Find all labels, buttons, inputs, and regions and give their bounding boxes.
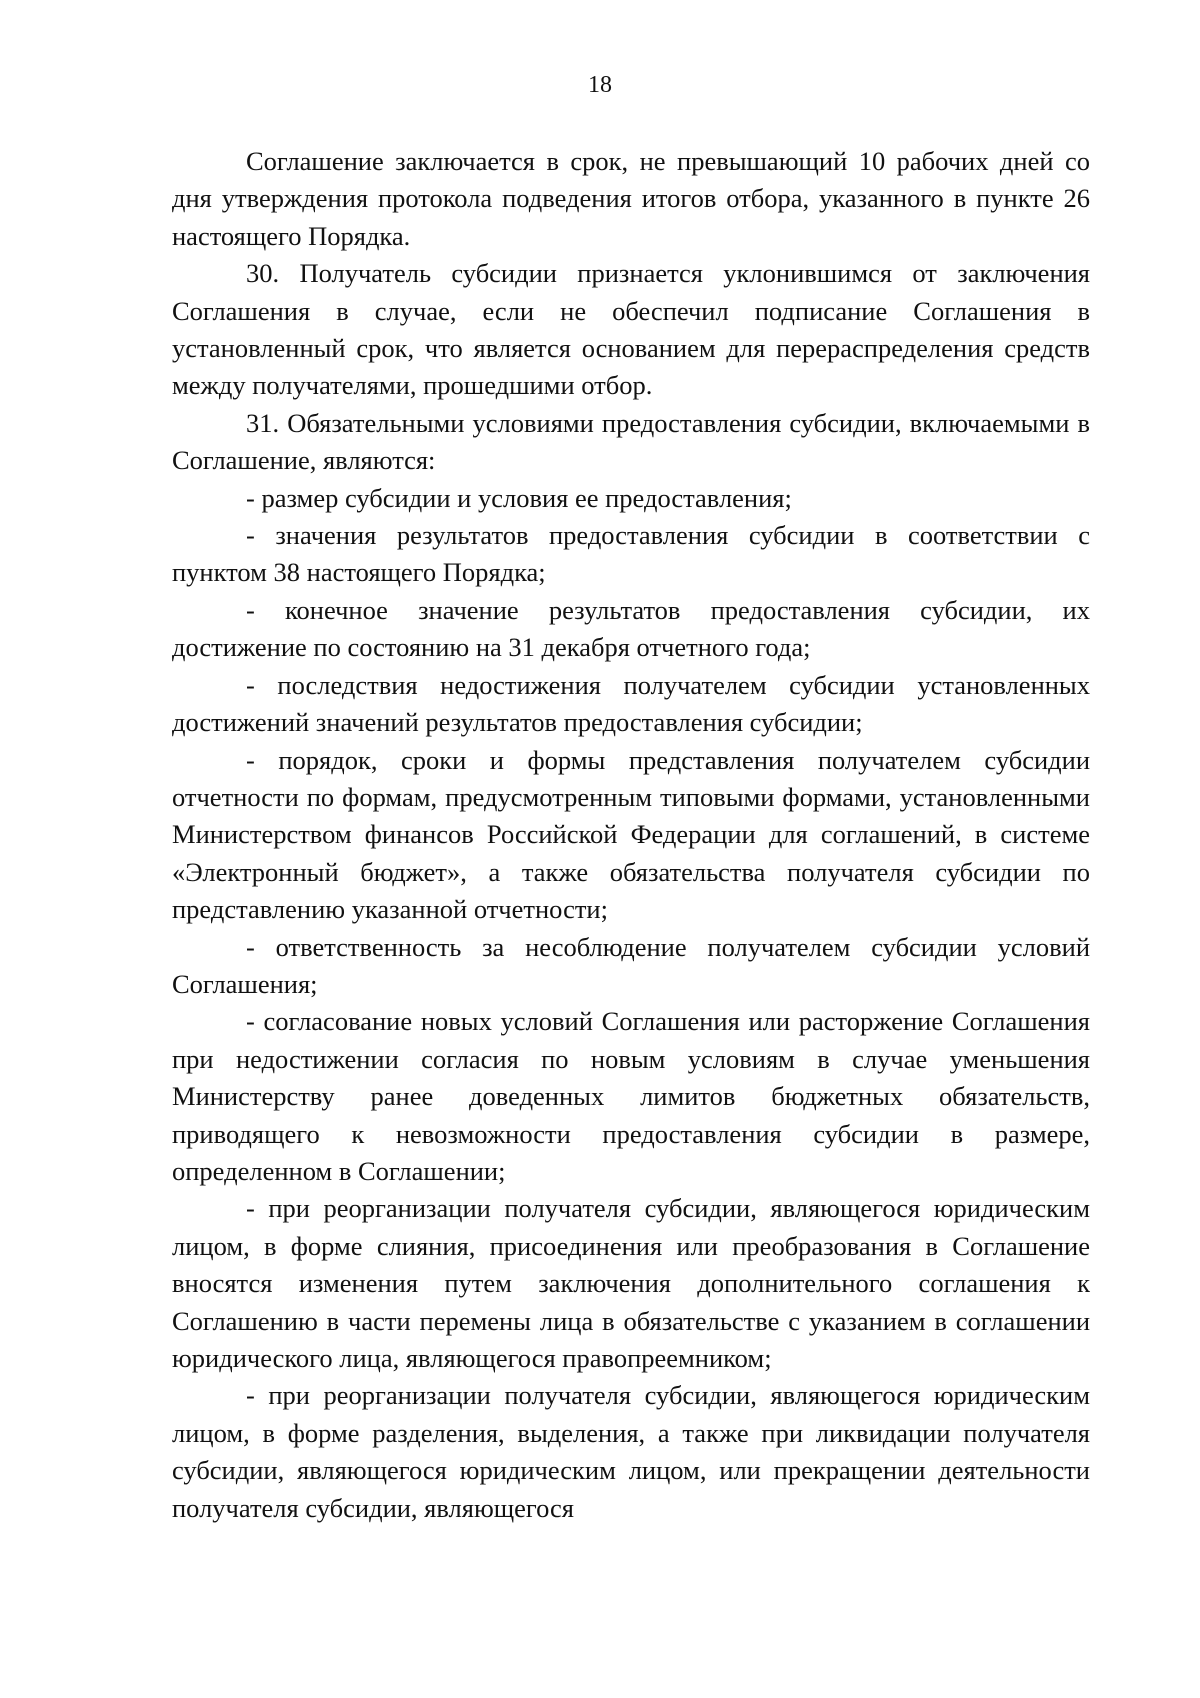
list-item-responsibility: - ответственность за несоблюдение получателем субсидии условий Соглашения; (172, 931, 1090, 999)
list-item-subsidy-size: - размер субсидии и условия ее предоставления; (246, 482, 792, 513)
list-item-reporting: - порядок, сроки и формы представления получателем субсидии отчетности по формам, предусмотренным типовыми формами, установленными Министерством финансов Российской Федерации для соглашений, в системе «Электронный бюджет», а также обязательства получателя субсидии по представлению указанной отчетности; (172, 744, 1090, 925)
paragraph-30: 30. Получатель субсидии признается уклонившимся от заключения Соглашения в случае, если не обеспечил подписание Соглашения в установленный срок, что является основанием для перераспределения средств между получателями, прошедшими отбор. (172, 258, 1090, 401)
list-item-consequences: - последствия недостижения получателем субсидии установленных достижений значений результатов предоставления субсидии; (172, 669, 1090, 738)
list-item-result-values: - значения результатов предоставления субсидии в соответствии с пунктом 38 настоящего Порядка; (172, 520, 1090, 588)
page-number: 18 (588, 72, 612, 98)
list-item-reorganization-merger: - при реорганизации получателя субсидии, являющегося юридическим лицом, в форме слияния, присоединения или преобразования в Соглашение вносятся изменения путем заключения дополнительного соглашения к Соглашению в части перемены лица в обязательстве с указанием в соглашении юридического лица, являющегося правопреемником; (172, 1193, 1090, 1373)
paragraph-31: 31. Обязательными условиями предоставления субсидии, включаемыми в Соглашение, являются: (172, 407, 1090, 476)
paragraph-agreement-term: Соглашение заключается в срок, не превышающий 10 рабочих дней со дня утверждения протокола подведения итогов отбора, указанного в пункте 26 настоящего Порядка. (172, 146, 1090, 251)
list-item-reorganization-division: - при реорганизации получателя субсидии, являющегося юридическим лицом, в форме разделения, выделения, а также при ликвидации получателя субсидии, являющегося юридическим лицом, или прекращении деятельности получателя субсидии, являющегося (172, 1380, 1090, 1523)
list-item-final-value: - конечное значение результатов предоставления субсидии, их достижение по состоянию на 31 декабря отчетного года; (172, 594, 1090, 663)
list-item-new-conditions: - согласование новых условий Соглашения или расторжение Соглашения при недостижении согласия по новым условиям в случае уменьшения Министерству ранее доведенных лимитов бюджетных обязательств, приводящего к невозможности предоставления субсидии в размере, определенном в Соглашении; (172, 1006, 1090, 1186)
document-body (172, 143, 1090, 1527)
